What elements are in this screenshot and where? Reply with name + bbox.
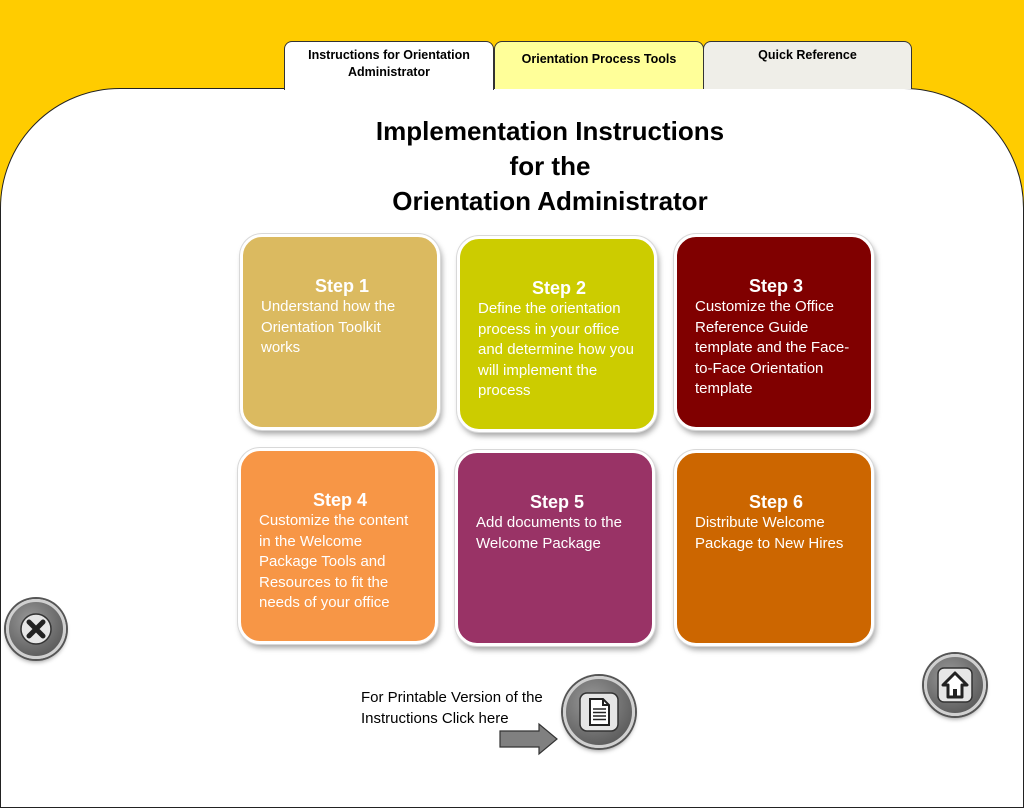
close-icon xyxy=(19,612,53,646)
document-icon xyxy=(578,691,620,733)
printable-document-button[interactable] xyxy=(563,676,635,748)
step-title: Step 2 xyxy=(531,278,587,298)
tab-instructions[interactable] xyxy=(284,41,494,90)
step-1-card[interactable] xyxy=(240,234,440,430)
step-6-card[interactable] xyxy=(674,450,874,646)
step-4-card[interactable] xyxy=(238,448,438,644)
step-5-card[interactable] xyxy=(455,450,655,646)
step-title: Step 6 xyxy=(748,492,804,512)
tab-quick-reference[interactable] xyxy=(703,41,912,89)
step-description: Add documents to the Welcome Package xyxy=(476,514,622,552)
step-description: Customize the content in the Welcome Package Tools and Resources to fit the needs of your office xyxy=(259,512,409,611)
step-title: Step 4 xyxy=(312,490,368,510)
step-description: Distribute Welcome Package to New Hires xyxy=(695,514,844,552)
tab-orientation-process-tools[interactable] xyxy=(494,41,704,89)
step-description: Customize the Office Reference Guide template and the Face-to-Face Orientation template xyxy=(695,298,850,397)
home-icon xyxy=(936,666,974,704)
printable-version-text[interactable]: For Printable Version of the Instructions Click here xyxy=(361,689,543,727)
step-title: Step 3 xyxy=(748,276,804,296)
step-description: Understand how the Orientation Toolkit works xyxy=(261,298,396,356)
step-description: Define the orientation process in your office and determine how you will implement the process xyxy=(478,300,634,399)
tab-process-tools-label: Orientation Process Tools xyxy=(521,52,677,66)
page-title: Implementation Instructions for the Orientation Administrator xyxy=(375,116,725,216)
step-title: Step 5 xyxy=(529,492,585,512)
step-2-card[interactable] xyxy=(457,236,657,432)
close-button[interactable] xyxy=(6,599,66,659)
arrow-right-icon xyxy=(499,722,559,756)
home-button[interactable] xyxy=(924,654,986,716)
tab-instructions-label: Instructions for Orientation Administrator xyxy=(308,48,470,79)
tab-quick-reference-label: Quick Reference xyxy=(758,48,857,62)
step-title: Step 1 xyxy=(314,276,370,296)
step-3-card[interactable] xyxy=(674,234,874,430)
